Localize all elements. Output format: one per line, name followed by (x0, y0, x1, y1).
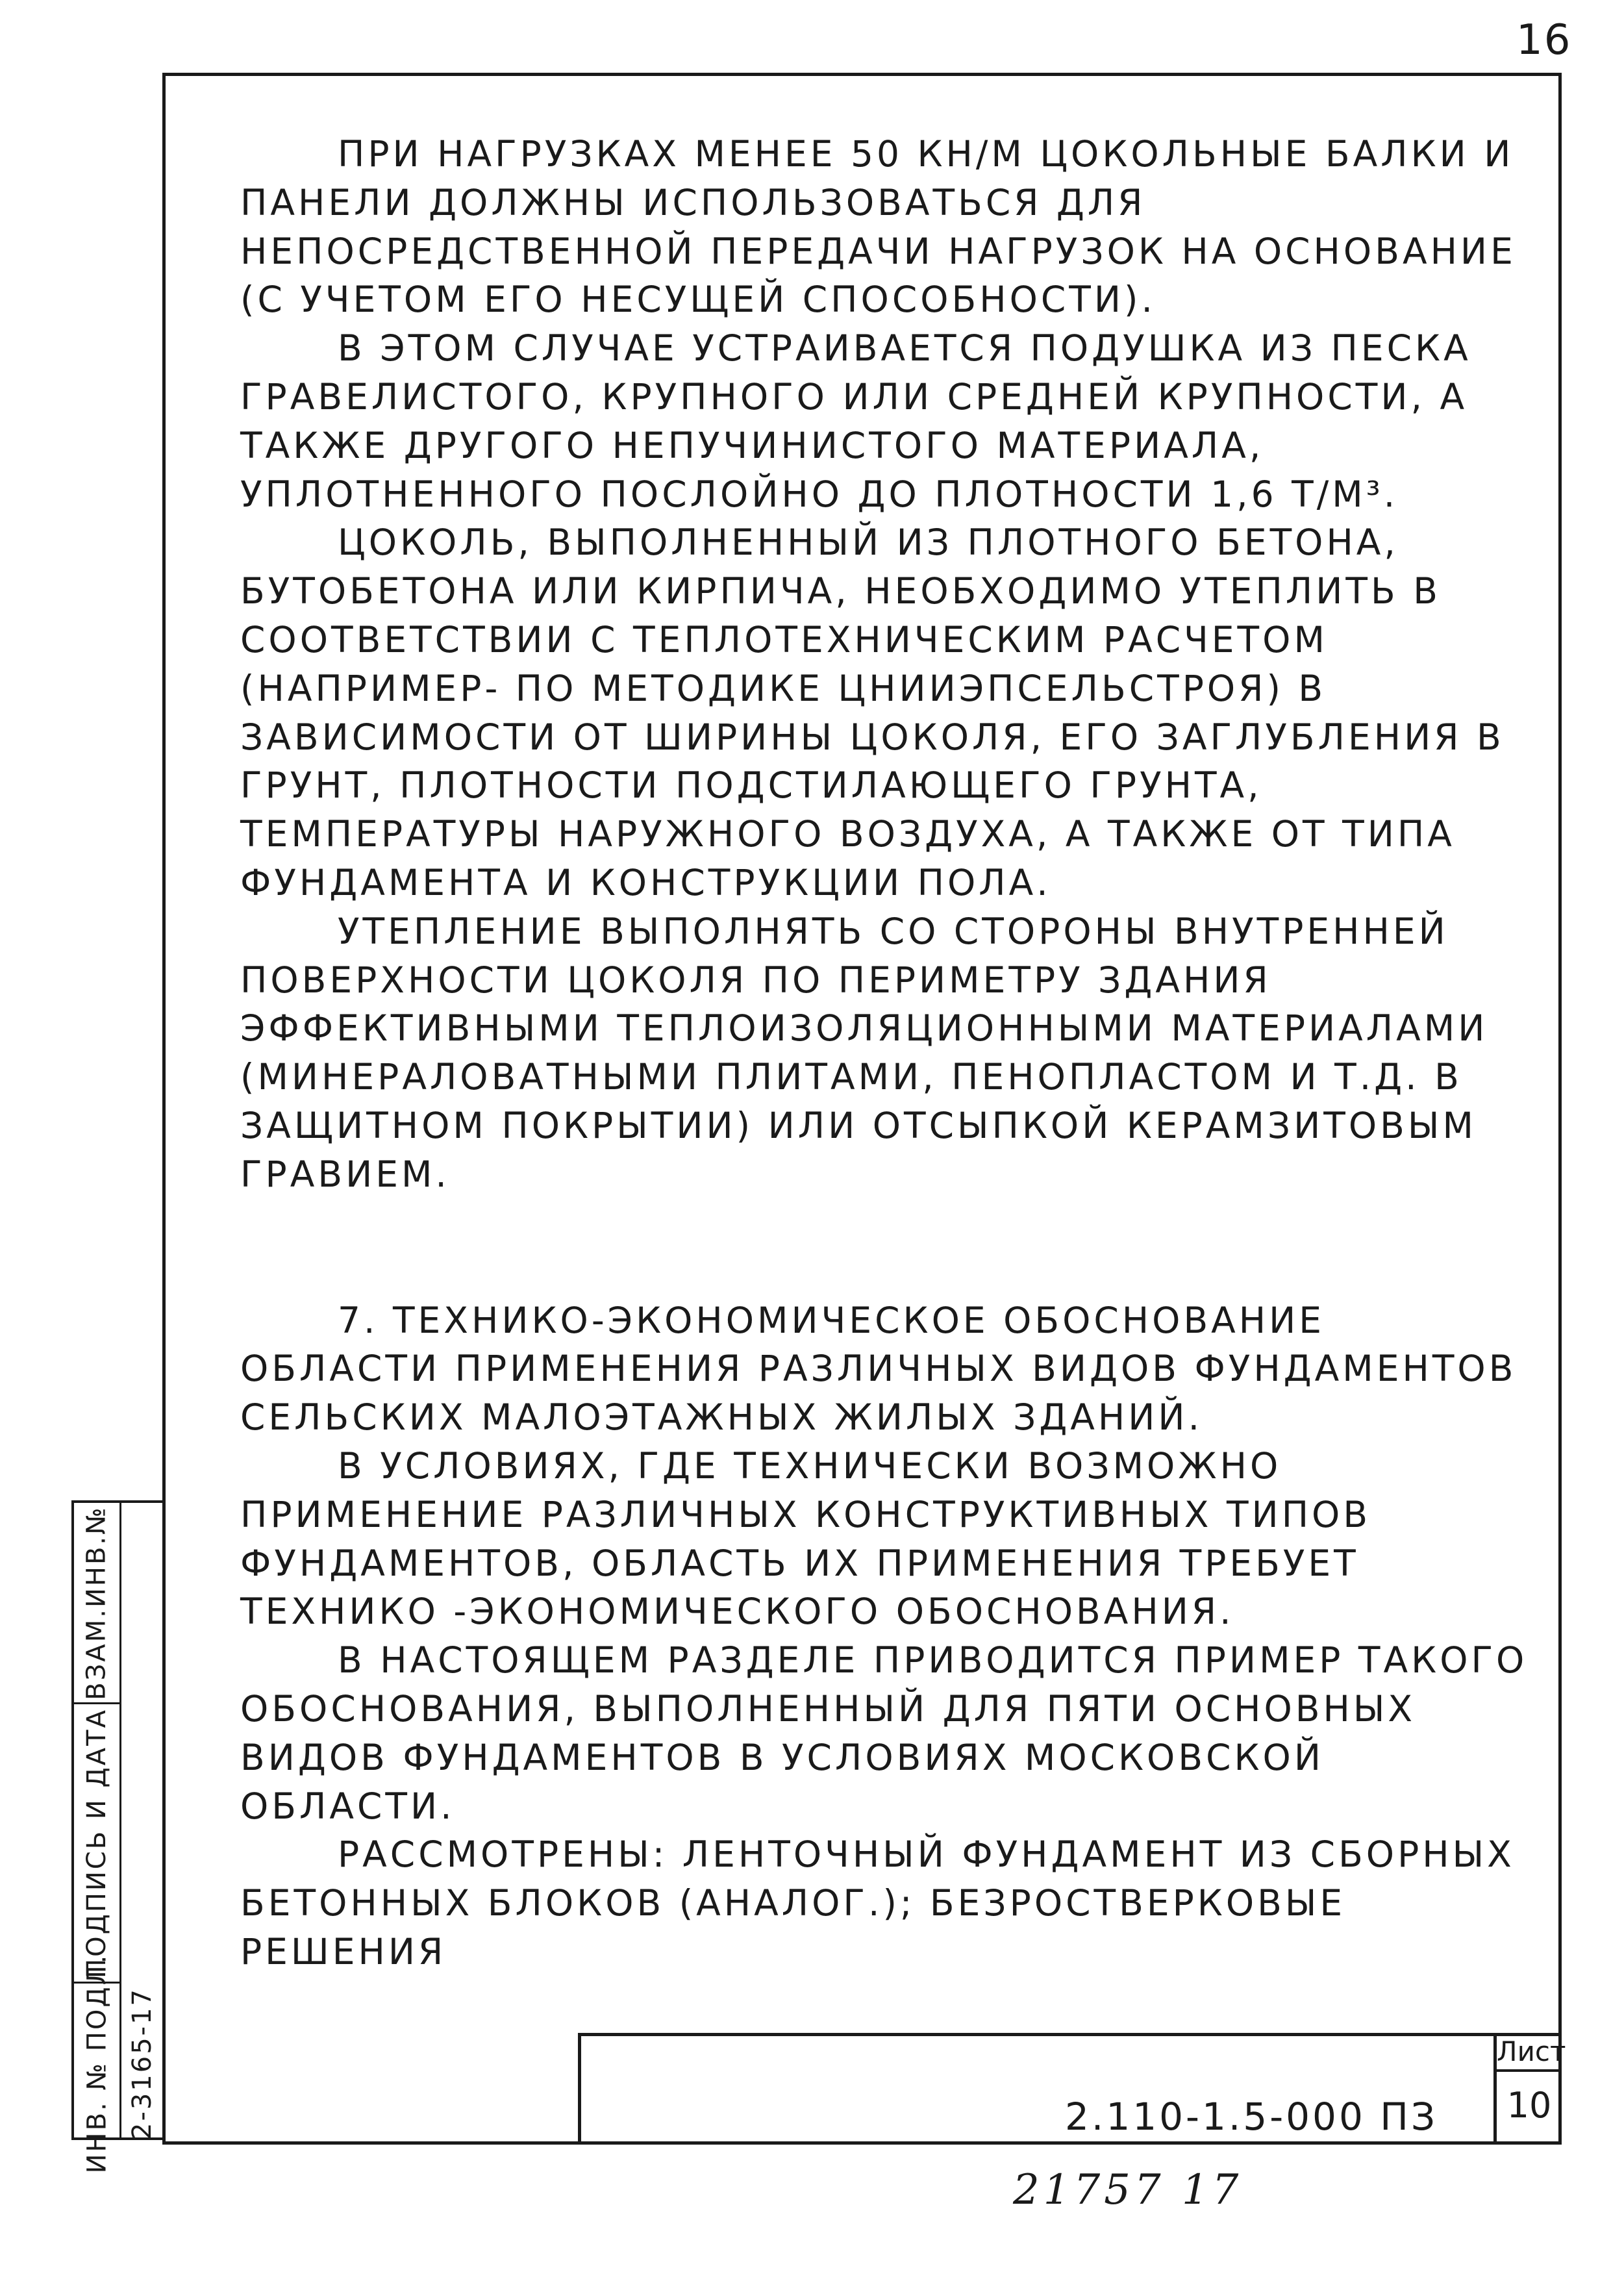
stamp-cell-original-inv (74, 1953, 119, 2173)
handwritten-note: 21757 17 (1013, 2166, 1243, 2214)
paragraph-sand-cushion: В ЭТОМ СЛУЧАЕ УСТРАИВАЕТСЯ ПОДУШКА ИЗ ПЕСКА ГРАВЕЛИСТОГО, КРУПНОГО ИЛИ СРЕДНЕЙ КРУПНОСТИ, А ТАКЖЕ ДРУГОГО НЕПУЧИНИСТОГО МАТЕРИАЛА, УПЛОТНЕННОГО ПОСЛОЙНО ДО ПЛОТНОСТИ 1,6 Т/М³. (240, 327, 1486, 515)
document-code: 2.110-1.5-000 ПЗ (1065, 2095, 1438, 2139)
paragraph-insulation-method: УТЕПЛЕНИЕ ВЫПОЛНЯТЬ СО СТОРОНЫ ВНУТРЕННЕЙ ПОВЕРХНОСТИ ЦОКОЛЯ ПО ПЕРИМЕТРУ ЗДАНИЯ ЭФФЕКТИВНЫМИ ТЕПЛОИЗОЛЯЦИОННЫМИ МАТЕРИАЛАМИ (МИНЕРАЛОВАТНЫМИ ПЛИТАМИ, ПЕНОПЛАСТОМ И Т.Д. В ЗАЩИТНОМ ПОКРЫТИИ) ИЛИ ОТСЫПКОЙ КЕРАМЗИТОВЫМ ГРАВИЕМ. (240, 910, 1503, 1195)
stamp-label-replacement-inv: ВЗАМ.ИНВ.№ (82, 1505, 112, 1700)
stamp-inv-value: 2-3165-17 (127, 1987, 158, 2139)
paragraph-considered: РАССМОТРЕНЫ: ЛЕНТОЧНЫЙ ФУНДАМЕНТ ИЗ СБОРНЫХ БЕТОННЫХ БЛОКОВ (АНАЛОГ.); БЕЗРОСТВЕРКОВЫЕ РЕШЕНИЯ (240, 1834, 1530, 1972)
stamp-label-signature-date: ПОДПИСЬ И ДАТА (82, 1708, 112, 1978)
paragraph-plinth-insulation: ЦОКОЛЬ, ВЫПОЛНЕННЫЙ ИЗ ПЛОТНОГО БЕТОНА, БУТОБЕТОНА ИЛИ КИРПИЧА, НЕОБХОДИМО УТЕПЛИТЬ В СООТВЕТСТВИИ С ТЕПЛОТЕХНИЧЕСКИМ РАСЧЕТОМ (НАПРИМЕР- ПО МЕТОДИКЕ ЦНИИЭПСЕЛЬСТРОЯ) В ЗАВИСИМОСТИ ОТ ШИРИНЫ ЦОКОЛЯ, ЕГО ЗАГЛУБЛЕНИЯ В ГРУНТ, ПЛОТНОСТИ ПОДСТИЛАЮЩЕГО ГРУНТА, ТЕМПЕРАТУРЫ НАРУЖНОГО ВОЗДУХА, А ТАКЖЕ ОТ ТИПА ФУНДАМЕНТА И КОНСТРУКЦИИ ПОЛА. (240, 522, 1519, 903)
stamp-label-column (74, 1503, 121, 2173)
section-heading: 7. ТЕХНИКО-ЭКОНОМИЧЕСКОЕ ОБОСНОВАНИЕ ОБЛАСТИ ПРИМЕНЕНИЯ РАЗЛИЧНЫХ ВИДОВ ФУНДАМЕНТОВ СЕЛЬСКИХ МАЛОЭТАЖНЫХ ЖИЛЫХ ЗДАНИЙ. (240, 1299, 1531, 1439)
paragraph-example: В НАСТОЯЩЕМ РАЗДЕЛЕ ПРИВОДИТСЯ ПРИМЕР ТАКОГО ОБОСНОВАНИЯ, ВЫПОЛНЕННЫЙ ДЛЯ ПЯТИ ОСНОВНЫХ ВИДОВ ФУНДАМЕНТОВ В УСЛОВИЯХ МОСКОВСКОЙ ОБЛАСТИ. (240, 1639, 1542, 1827)
paragraph-loads: ПРИ НАГРУЗКАХ МЕНЕЕ 50 КН/М ЦОКОЛЬНЫЕ БАЛКИ И ПАНЕЛИ ДОЛЖНЫ ИСПОЛЬЗОВАТЬСЯ ДЛЯ НЕПОСРЕДСТВЕННОЙ ПЕРЕДАЧИ НАГРУЗОК НА ОСНОВАНИЕ (С УЧЕТОМ ЕГО НЕСУЩЕЙ СПОСОБНОСТИ). (240, 133, 1531, 321)
document-body (240, 130, 1542, 1976)
sheet-label: Лист (1497, 2033, 1562, 2072)
stamp-cell-signature (74, 1704, 119, 1984)
stamp-label-original-inv: ИНВ. № ПОДЛ. (82, 1953, 112, 2173)
stamp-cell-replacement (74, 1503, 119, 1704)
sheet-box (1493, 2033, 1566, 2145)
stamp-cell-inv-value (119, 1984, 165, 2143)
stamp-value-column (119, 1503, 165, 2137)
sheet-number: 10 (1506, 2085, 1552, 2126)
page-corner-number: 16 (1516, 16, 1572, 64)
margin-stamp (71, 1500, 162, 2173)
paragraph-conditions: В УСЛОВИЯХ, ГДЕ ТЕХНИЧЕСКИ ВОЗМОЖНО ПРИМЕНЕНИЕ РАЗЛИЧНЫХ КОНСТРУКТИВНЫХ ТИПОВ ФУНДАМЕНТОВ, ОБЛАСТЬ ИХ ПРИМЕНЕНИЯ ТРЕБУЕТ ТЕХНИКО -ЭКОНОМИЧЕСКОГО ОБОСНОВАНИЯ. (240, 1444, 1386, 1633)
